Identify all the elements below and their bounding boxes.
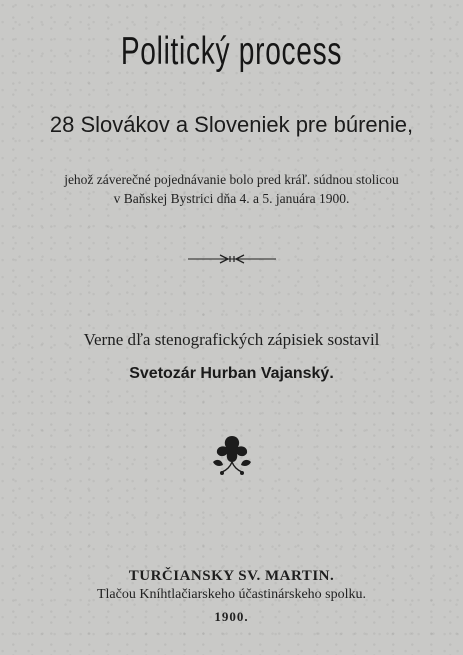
publication-year: 1900.: [214, 609, 249, 624]
description-line-1: jehož záverečné pojednávanie bolo pred kráľ. súdnou stolicou: [64, 172, 399, 187]
compiled-by-line: Verne dľa stenografických zápisiek sostavil: [83, 330, 380, 349]
printer-line: Tlačou Kníhtlačiarskeho účastinárskeho spolku.: [96, 587, 367, 602]
description-line-2: v Baňskej Bystrici dňa 4. a 5. januára 1900.: [113, 191, 350, 206]
book-title: Politický process: [120, 30, 343, 73]
floral-ornament-icon: [0, 432, 463, 478]
author-name: Svetozár Hurban Vajanský.: [129, 365, 334, 382]
arrow-divider-icon: [0, 252, 463, 266]
publication-place: TURČIANSKY SV. MARTIN.: [128, 568, 335, 584]
subtitle: 28 Slovákov a Sloveniek pre búrenie,: [49, 112, 414, 137]
